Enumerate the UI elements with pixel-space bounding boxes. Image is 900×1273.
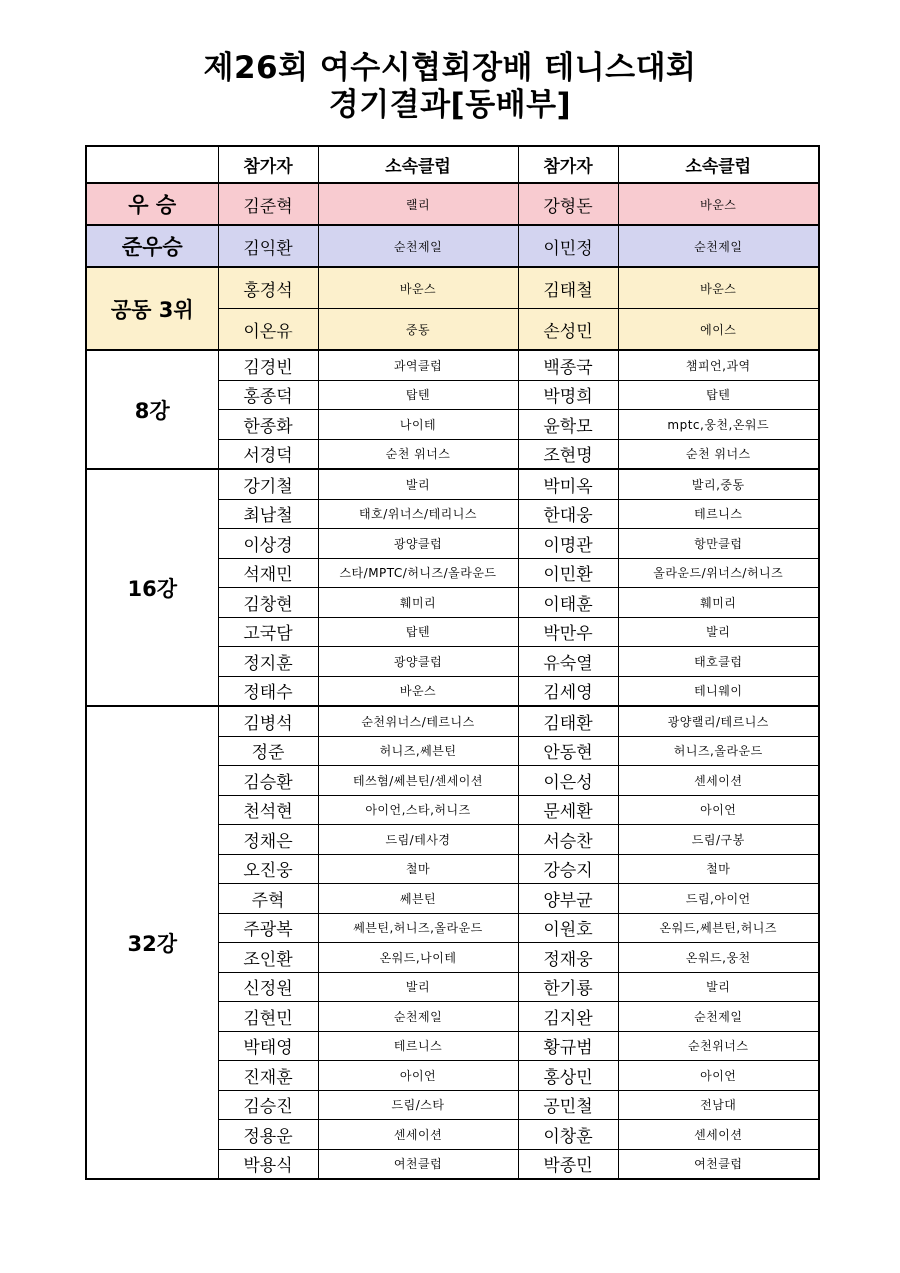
club-name: 태호/위너스/테리니스 bbox=[318, 499, 518, 529]
player-name: 한기룡 bbox=[518, 972, 618, 1002]
round-label: 우 승 bbox=[86, 183, 218, 225]
player-name: 주광복 bbox=[218, 913, 318, 943]
club-name: 순천제일 bbox=[618, 1002, 819, 1032]
table-row bbox=[86, 183, 819, 225]
player-name: 이민정 bbox=[518, 225, 618, 267]
club-name: 탑텐 bbox=[318, 380, 518, 410]
player-name: 황규범 bbox=[518, 1031, 618, 1061]
header-round bbox=[86, 146, 218, 183]
player-name: 박종민 bbox=[518, 1149, 618, 1179]
round-label: 준우승 bbox=[86, 225, 218, 267]
player-name: 김승환 bbox=[218, 766, 318, 796]
player-name: 정준 bbox=[218, 736, 318, 766]
player-name: 김세영 bbox=[518, 676, 618, 706]
player-name: 백종국 bbox=[518, 350, 618, 380]
player-name: 공민철 bbox=[518, 1090, 618, 1120]
club-name: 탑텐 bbox=[318, 617, 518, 647]
player-name: 안동현 bbox=[518, 736, 618, 766]
club-name: 철마 bbox=[618, 854, 819, 884]
player-name: 강승지 bbox=[518, 854, 618, 884]
club-name: 센세이션 bbox=[318, 1120, 518, 1150]
club-name: 순천 위너스 bbox=[318, 439, 518, 469]
club-name: 온워드,나이테 bbox=[318, 943, 518, 973]
club-name: 아이언 bbox=[618, 795, 819, 825]
player-name: 유숙열 bbox=[518, 647, 618, 677]
player-name: 정채은 bbox=[218, 825, 318, 855]
player-name: 정태수 bbox=[218, 676, 318, 706]
club-name: 센세이션 bbox=[618, 1120, 819, 1150]
club-name: 탑텐 bbox=[618, 380, 819, 410]
table-row bbox=[86, 225, 819, 267]
header-player-1: 참가자 bbox=[218, 146, 318, 183]
club-name: 발리,중동 bbox=[618, 469, 819, 499]
club-name: 순천제일 bbox=[618, 225, 819, 267]
results-table bbox=[85, 145, 820, 1180]
player-name: 조현명 bbox=[518, 439, 618, 469]
player-name: 박명희 bbox=[518, 380, 618, 410]
player-name: 강형돈 bbox=[518, 183, 618, 225]
club-name: 쎄븐틴 bbox=[318, 884, 518, 914]
player-name: 문세환 bbox=[518, 795, 618, 825]
club-name: 챔피언,과역 bbox=[618, 350, 819, 380]
header-club-2: 소속클럽 bbox=[618, 146, 819, 183]
player-name: 윤학모 bbox=[518, 410, 618, 440]
club-name: 과역클럽 bbox=[318, 350, 518, 380]
player-name: 정지훈 bbox=[218, 647, 318, 677]
header-club-1: 소속클럽 bbox=[318, 146, 518, 183]
club-name: 온워드,쎄븐틴,허니즈 bbox=[618, 913, 819, 943]
round-label: 16강 bbox=[86, 469, 218, 706]
club-name: 태호클럽 bbox=[618, 647, 819, 677]
club-name: 아이언 bbox=[318, 1061, 518, 1091]
club-name: 스타/MPTC/허니즈/올라운드 bbox=[318, 558, 518, 588]
player-name: 박태영 bbox=[218, 1031, 318, 1061]
player-name: 진재훈 bbox=[218, 1061, 318, 1091]
player-name: 강기철 bbox=[218, 469, 318, 499]
club-name: 전남대 bbox=[618, 1090, 819, 1120]
player-name: 손성민 bbox=[518, 309, 618, 351]
player-name: 이명관 bbox=[518, 529, 618, 559]
round-label: 공동 3위 bbox=[86, 267, 218, 350]
player-name: 정용운 bbox=[218, 1120, 318, 1150]
club-name: 항만클럽 bbox=[618, 529, 819, 559]
club-name: 순천위너스 bbox=[618, 1031, 819, 1061]
player-name: 최남철 bbox=[218, 499, 318, 529]
player-name: 박만우 bbox=[518, 617, 618, 647]
player-name: 조인환 bbox=[218, 943, 318, 973]
club-name: 훼미리 bbox=[318, 588, 518, 618]
player-name: 김준혁 bbox=[218, 183, 318, 225]
player-name: 김병석 bbox=[218, 706, 318, 736]
player-name: 이원호 bbox=[518, 913, 618, 943]
club-name: 바운스 bbox=[618, 183, 819, 225]
player-name: 신정원 bbox=[218, 972, 318, 1002]
club-name: 올라운드/위너스/허니즈 bbox=[618, 558, 819, 588]
club-name: 여천클럽 bbox=[618, 1149, 819, 1179]
club-name: 훼미리 bbox=[618, 588, 819, 618]
club-name: 드림/구봉 bbox=[618, 825, 819, 855]
player-name: 이은성 bbox=[518, 766, 618, 796]
round-label: 8강 bbox=[86, 350, 218, 469]
club-name: 테쓰혐/쎄븐틴/센세이션 bbox=[318, 766, 518, 796]
player-name: 이민환 bbox=[518, 558, 618, 588]
club-name: 순천위너스/테르니스 bbox=[318, 706, 518, 736]
page-title: 제26회 여수시협회장배 테니스대회 bbox=[203, 50, 697, 86]
table-row bbox=[86, 706, 819, 736]
player-name: 김태환 bbox=[518, 706, 618, 736]
club-name: mptc,웅천,온워드 bbox=[618, 410, 819, 440]
player-name: 홍경석 bbox=[218, 267, 318, 309]
table-row bbox=[86, 469, 819, 499]
club-name: 발리 bbox=[618, 617, 819, 647]
player-name: 김승진 bbox=[218, 1090, 318, 1120]
player-name: 김현민 bbox=[218, 1002, 318, 1032]
club-name: 허니즈,올라운드 bbox=[618, 736, 819, 766]
player-name: 정재웅 bbox=[518, 943, 618, 973]
club-name: 온워드,웅천 bbox=[618, 943, 819, 973]
player-name: 홍상민 bbox=[518, 1061, 618, 1091]
round-label: 32강 bbox=[86, 706, 218, 1179]
club-name: 허니즈,쎄븐틴 bbox=[318, 736, 518, 766]
player-name: 이온유 bbox=[218, 309, 318, 351]
header-row bbox=[86, 146, 819, 183]
club-name: 랠리 bbox=[318, 183, 518, 225]
club-name: 철마 bbox=[318, 854, 518, 884]
club-name: 테르니스 bbox=[618, 499, 819, 529]
club-name: 광양클럽 bbox=[318, 647, 518, 677]
player-name: 김창현 bbox=[218, 588, 318, 618]
club-name: 테르니스 bbox=[318, 1031, 518, 1061]
player-name: 석재민 bbox=[218, 558, 318, 588]
club-name: 테니웨이 bbox=[618, 676, 819, 706]
player-name: 박미옥 bbox=[518, 469, 618, 499]
club-name: 드림/테사경 bbox=[318, 825, 518, 855]
player-name: 서승찬 bbox=[518, 825, 618, 855]
club-name: 드림/스타 bbox=[318, 1090, 518, 1120]
club-name: 광양클럽 bbox=[318, 529, 518, 559]
player-name: 이창훈 bbox=[518, 1120, 618, 1150]
player-name: 김태철 bbox=[518, 267, 618, 309]
club-name: 발리 bbox=[618, 972, 819, 1002]
club-name: 바운스 bbox=[318, 676, 518, 706]
player-name: 서경덕 bbox=[218, 439, 318, 469]
table-row bbox=[86, 350, 819, 380]
player-name: 김경빈 bbox=[218, 350, 318, 380]
club-name: 바운스 bbox=[618, 267, 819, 309]
player-name: 박용식 bbox=[218, 1149, 318, 1179]
results-table-body bbox=[86, 146, 819, 1179]
club-name: 광양랠리/테르니스 bbox=[618, 706, 819, 736]
club-name: 드림,아이언 bbox=[618, 884, 819, 914]
player-name: 김익환 bbox=[218, 225, 318, 267]
page-subtitle: 경기결과[동배부] bbox=[328, 87, 572, 123]
club-name: 에이스 bbox=[618, 309, 819, 351]
player-name: 고국담 bbox=[218, 617, 318, 647]
club-name: 바운스 bbox=[318, 267, 518, 309]
player-name: 이상경 bbox=[218, 529, 318, 559]
club-name: 중동 bbox=[318, 309, 518, 351]
player-name: 홍종덕 bbox=[218, 380, 318, 410]
player-name: 주혁 bbox=[218, 884, 318, 914]
club-name: 쎄븐틴,허니즈,올라운드 bbox=[318, 913, 518, 943]
player-name: 김지완 bbox=[518, 1002, 618, 1032]
player-name: 이태훈 bbox=[518, 588, 618, 618]
player-name: 한대웅 bbox=[518, 499, 618, 529]
header-player-2: 참가자 bbox=[518, 146, 618, 183]
club-name: 아이언,스타,허니즈 bbox=[318, 795, 518, 825]
player-name: 한종화 bbox=[218, 410, 318, 440]
club-name: 발리 bbox=[318, 469, 518, 499]
club-name: 순천제일 bbox=[318, 1002, 518, 1032]
club-name: 순천 위너스 bbox=[618, 439, 819, 469]
club-name: 여천클럽 bbox=[318, 1149, 518, 1179]
player-name: 오진웅 bbox=[218, 854, 318, 884]
club-name: 나이테 bbox=[318, 410, 518, 440]
player-name: 양부균 bbox=[518, 884, 618, 914]
club-name: 발리 bbox=[318, 972, 518, 1002]
club-name: 센세이션 bbox=[618, 766, 819, 796]
table-row bbox=[86, 267, 819, 309]
player-name: 천석현 bbox=[218, 795, 318, 825]
club-name: 아이언 bbox=[618, 1061, 819, 1091]
club-name: 순천제일 bbox=[318, 225, 518, 267]
